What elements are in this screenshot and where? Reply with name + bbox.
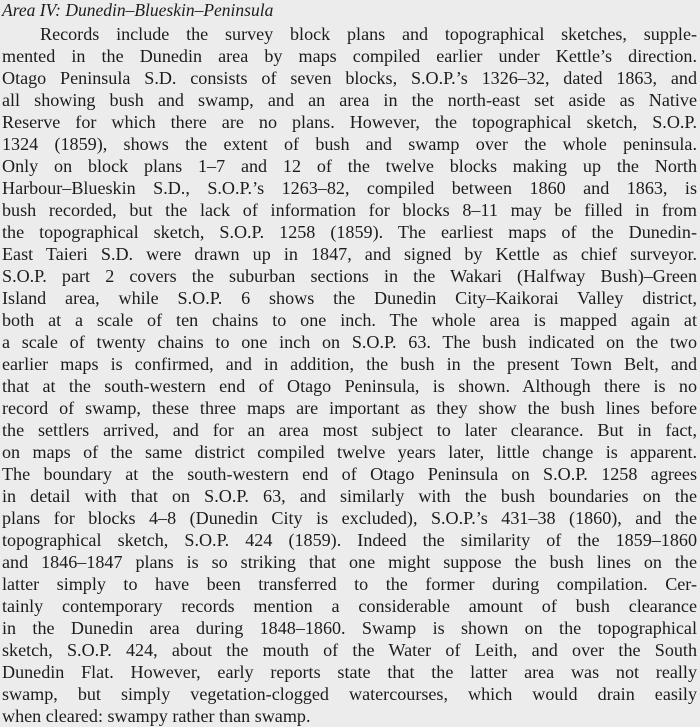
paragraph-line: and 1846–1847 plans is so striking that one might suppose the bush lines on the	[2, 551, 697, 572]
paragraph-line: that at the south-western end of Otago Peninsula, is shown. Although there is no	[2, 375, 697, 396]
paragraph-line: S.O.P. part 2 covers the suburban sections in the Wakari (Halfway Bush)–Green	[2, 265, 697, 286]
paragraph-line: all showing bush and swamp, and an area in the north-east set aside as Native	[2, 89, 697, 110]
paragraph-line: Harbour–Blueskin S.D., S.O.P.’s 1263–82, compiled between 1860 and 1863, is	[2, 177, 697, 198]
paragraph-line: East Taieri S.D. were drawn up in 1847, and signed by Kettle as chief surveyor.	[2, 243, 697, 264]
paragraph-line: swamp, but simply vegetation-clogged watercourses, which would drain easily	[2, 683, 697, 704]
paragraph-line: Island area, while S.O.P. 6 shows the Dunedin City–Kaikorai Valley district,	[2, 287, 697, 308]
paragraph-line: latter simply to have been transferred to the former during compilation. Cer-	[2, 573, 697, 594]
paragraph-line: The boundary at the south-western end of Otago Peninsula on S.O.P. 1258 agrees	[2, 463, 697, 484]
paragraph-line: the settlers arrived, and for an area most subject to later clearance. But in fact,	[2, 419, 697, 440]
paragraph-line: topographical sketch, S.O.P. 424 (1859). Indeed the similarity of the 1859–1860	[2, 529, 697, 550]
paragraph-line: tainly contemporary records mention a considerable amount of bush clearance	[2, 595, 697, 616]
paragraph-line: mented in the Dunedin area by maps compiled earlier under Kettle’s direction.	[2, 45, 697, 66]
paragraph-line: in the Dunedin area during 1848–1860. Swamp is shown on the topographical	[2, 617, 697, 638]
paragraph-line: the topographical sketch, S.O.P. 1258 (1859). The earliest maps of the Dunedin-	[2, 221, 697, 242]
paragraph-line: Records include the survey block plans and topographical sketches, supple-	[40, 23, 697, 44]
paragraph-line: Dunedin Flat. However, early reports state that the latter area was not really	[2, 661, 697, 682]
paragraph-line: bush recorded, but the lack of information for blocks 8–11 may be filled in from	[2, 199, 697, 220]
paragraph-line: record of swamp, these three maps are important as they show the bush lines before	[2, 397, 697, 418]
paragraph-line: Otago Peninsula S.D. consists of seven blocks, S.O.P.’s 1326–32, dated 1863, and	[2, 67, 697, 88]
paragraph-line: Reserve for which there are no plans. However, the topographical sketch, S.O.P.	[2, 111, 697, 132]
paragraph-line: when cleared: swampy rather than swamp.	[2, 705, 311, 726]
section-heading: Area IV: Dunedin–Blueskin–Peninsula	[2, 0, 274, 20]
paragraph-line: on maps of the same district compiled twelve years later, little change is apparent.	[2, 441, 697, 462]
paragraph-line: in detail with that on S.O.P. 63, and similarly with the bush boundaries on the	[2, 485, 697, 506]
paragraph-line: a scale of twenty chains to one inch on S.O.P. 63. The bush indicated on the two	[2, 331, 697, 352]
paragraph-line: both at a scale of ten chains to one inch. The whole area is mapped again at	[2, 309, 697, 330]
paragraph-line: sketch, S.O.P. 424, about the mouth of the Water of Leith, and over the South	[2, 639, 697, 660]
paragraph-line: plans for blocks 4–8 (Dunedin City is excluded), S.O.P.’s 431–38 (1860), and the	[2, 507, 697, 528]
paragraph-line: 1324 (1859), shows the extent of bush and swamp over the whole peninsula.	[2, 133, 697, 154]
paragraph-line: Only on block plans 1–7 and 12 of the twelve blocks making up the North	[2, 155, 697, 176]
paragraph-line: earlier maps is confirmed, and in addition, the bush in the present Town Belt, and	[2, 353, 697, 374]
body-paragraph	[2, 23, 697, 727]
